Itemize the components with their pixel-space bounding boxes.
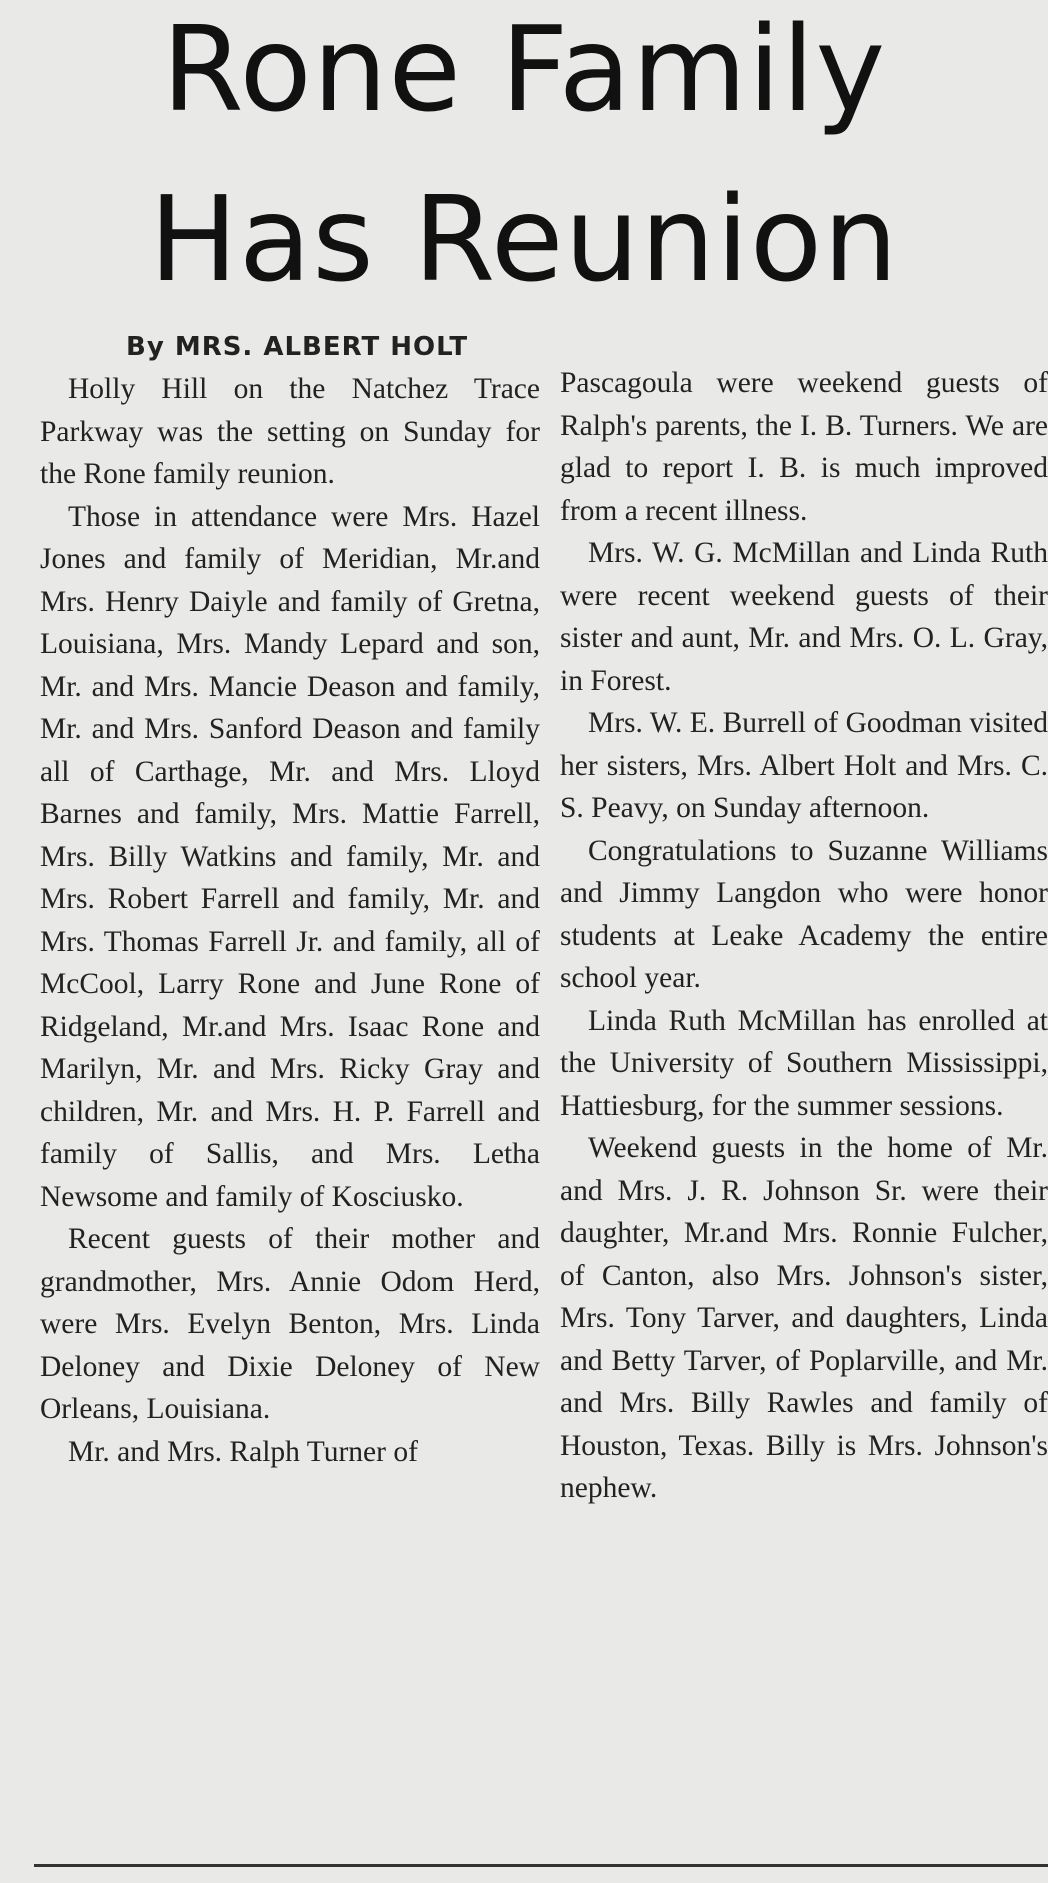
article-paragraph: Holly Hill on the Natchez Trace Parkway was the setting on Sunday for the Rone family reunion. [40,373,540,490]
byline: By MRS. ALBERT HOLT [126,332,469,362]
headline-line-2: Has Reunion [149,170,899,308]
article-paragraph: Linda Ruth McMillan has enrolled at the University of Southern Mississippi, Hattiesburg, for the summer sessions. [560,1004,1048,1122]
article-paragraph: Mrs. W. E. Burrell of Goodman visited her sisters, Mrs. Albert Holt and Mrs. C. S. Peavy, on Sunday afternoon. [560,707,1048,824]
article-paragraph: Recent guests of their mother and grandmother, Mrs. Annie Odom Herd, were Mrs. Evelyn Benton, Mrs. Linda Deloney and Dixie Deloney of New Orleans, Louisiana. [40,1223,540,1425]
article-paragraph: Those in attendance were Mrs. Hazel Jones and family of Meridian, Mr.and Mrs. Henry Daiyle and family of Gretna, Louisiana, Mrs. Mandy Lepard and son, Mr. and Mrs. Mancie Deason and family, Mr. and Mrs. Sanford Deason and family all of Carthage, Mr. and Mrs. Lloyd Barnes and family, Mrs. Mattie Farrell, Mrs. Billy Watkins and family, Mr. and Mrs. Robert Farrell and family, Mr. and Mrs. Thomas Farrell Jr. and family, all of McCool, Larry Rone and June Rone of Ridgeland, Mr.and Mrs. Isaac Rone and Marilyn, Mr. and Mrs. Ricky Gray and children, Mr. and Mrs. H. P. Farrell and family of Sallis, and Mrs. Letha Newsome and family of Kosciusko. [40,500,540,1213]
article-paragraph: Pascagoula were weekend guests of Ralph's parents, the I. B. Turners. We are glad to report I. B. is much improved from a recent illness. [560,367,1048,527]
article-column-left [40,328,540,1473]
article-paragraph: Weekend guests in the home of Mr. and Mrs. J. R. Johnson Sr. were their daughter, Mr.and Mrs. Ronnie Fulcher, of Canton, also Mrs. Johnson's sister, Mrs. Tony Tarver, and daughters, Linda and Betty Tarver, of Poplarville, and Mr. and Mrs. Billy Rawles and family of Houston, Texas. Billy is Mrs. Johnson's nephew. [560,1132,1048,1504]
bottom-rule [34,1864,1048,1867]
article-paragraph: Mrs. W. G. McMillan and Linda Ruth were recent weekend guests of their sister and aunt, Mr. and Mrs. O. L. Gray, in Forest. [560,537,1048,697]
article-paragraph: Congratulations to Suzanne Williams and Jimmy Langdon who were honor students at Leake Academy the entire school year. [560,834,1048,994]
headline-line-1: Rone Family [161,0,887,138]
headline [0,0,1048,314]
article-column-right [560,362,1048,1510]
article-paragraph: Mr. and Mrs. Ralph Turner of [68,1435,418,1468]
